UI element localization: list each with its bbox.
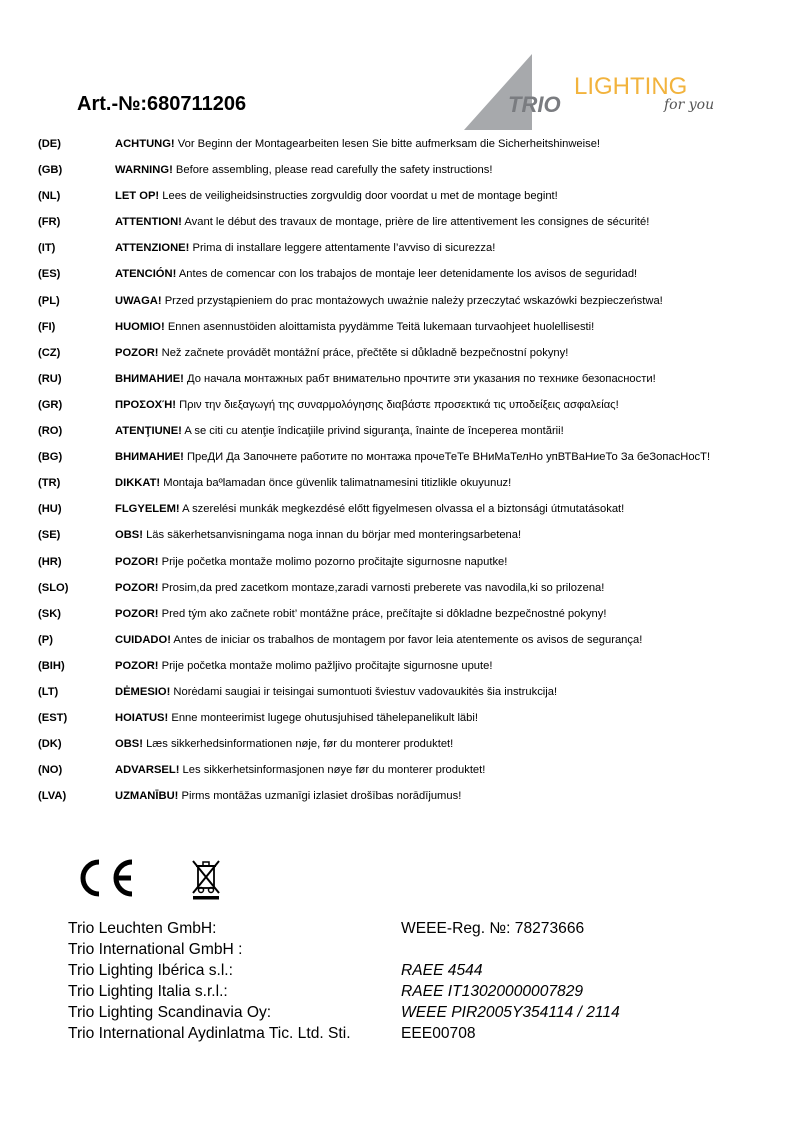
- warning-body: Antes de comencar con los trabajos de montaje leer detenidamente los avisos de seguridad!: [176, 268, 638, 281]
- language-code: (SLO): [38, 581, 69, 594]
- company-name: Trio Leuchten GmbH:: [68, 920, 217, 937]
- warning-body: A szerelési munkák megkezdésé előtt figyelmesen olvassa el a biztonsági útmutatásokat!: [179, 503, 625, 516]
- warning-text: [115, 397, 619, 413]
- warning-body: Avant le début des travaux de montage, prière de lire attentivement les consignes de sécurité!: [181, 216, 650, 229]
- warning-text: [115, 136, 600, 152]
- language-code: (RO): [38, 425, 63, 438]
- language-code: (HR): [38, 555, 62, 568]
- warning-heading: ATENŢIUNE!: [115, 425, 182, 438]
- company-name: Trio Lighting Italia s.r.l.:: [68, 983, 228, 1000]
- logo-product-word: LIGHTING: [574, 73, 688, 100]
- article-number: Art.-№:680711206: [77, 93, 247, 115]
- company-row: [68, 941, 768, 962]
- warning-heading: DĖMESIO!: [115, 685, 171, 698]
- warning-row: [38, 787, 778, 813]
- warning-heading: FLGYELEM!: [115, 503, 180, 516]
- warning-row: [38, 526, 778, 552]
- warning-text: [115, 345, 568, 361]
- warning-body: Prosim,da pred zacetkom montaze,zaradi varnosti preberete vas navodila,ki so prilozena!: [158, 581, 605, 594]
- language-code: (FR): [38, 216, 61, 229]
- warning-body: Pred tým ako začnete robit’ montážne práce, prečítajte si dôkladne bezpečnostné pokyny!: [158, 607, 607, 620]
- warning-heading: HUOMIO!: [115, 320, 165, 333]
- company-name: Trio International GmbH :: [68, 941, 243, 958]
- warning-row: [38, 553, 778, 579]
- warning-heading: POZOR!: [115, 607, 159, 620]
- warning-heading: DIKKAT!: [115, 477, 161, 490]
- warning-body: Läs säkerhetsanvisningama noga innan du börjar med monteringsarbetena!: [142, 529, 522, 542]
- language-code: (DK): [38, 738, 62, 751]
- language-code: (EST): [38, 712, 68, 725]
- registration-number: RAEE 4544: [401, 962, 483, 979]
- warning-row: [38, 579, 778, 605]
- warning-heading: ACHTUNG!: [115, 138, 175, 150]
- warning-heading: POZOR!: [115, 555, 159, 568]
- warning-row: [38, 318, 778, 344]
- warning-body: Les sikkerhetsinformasjonen nøye før du monterer produktet!: [179, 764, 486, 777]
- warning-heading: ADVARSEL!: [115, 764, 180, 777]
- language-code: (P): [38, 633, 53, 646]
- trio-lighting-logo: [464, 54, 724, 134]
- warning-text: [115, 710, 478, 726]
- warning-text: [115, 658, 492, 674]
- warning-text: [115, 293, 663, 309]
- warning-row: [38, 448, 778, 474]
- warning-row: [38, 631, 778, 657]
- language-code: (PL): [38, 294, 60, 307]
- warning-heading: POZOR!: [115, 346, 159, 359]
- certification-marks: [77, 856, 277, 906]
- warning-text: [115, 266, 637, 282]
- warning-row: [38, 657, 778, 683]
- warning-body: До начала монтажных рабт внимательно прочтите эти указания по технике безопасности!: [183, 372, 656, 385]
- warning-text: [115, 632, 642, 648]
- warning-row: [38, 292, 778, 318]
- warning-heading: OBS!: [115, 738, 143, 751]
- crossed-out-wheelie-bin-icon: [190, 858, 222, 900]
- language-code: (BG): [38, 451, 63, 464]
- registration-number: EEE00708: [401, 1025, 476, 1042]
- language-code: (FI): [38, 320, 56, 333]
- warning-text: [115, 319, 594, 335]
- warning-row: [38, 265, 778, 291]
- warning-body: ПреДИ Да Започнете работите по монтажа прочеТеТе ВНиМаТелНо упВТВаНиеТо За беЗопасНосТ!: [183, 451, 711, 464]
- warning-body: Norėdami saugiai ir teisingai sumontuoti šviestuv vadovaukitės šia instrukcija!: [170, 685, 558, 698]
- company-row: [68, 1025, 768, 1046]
- warning-row: [38, 761, 778, 787]
- warning-text: [115, 188, 558, 204]
- warning-row: [38, 474, 778, 500]
- warning-body: Læs sikkerhedsinformationen nøje, før du monterer produktet!: [142, 738, 454, 751]
- company-row: [68, 962, 768, 983]
- warning-body: Antes de iniciar os trabalhos de montagem por favor leia atentemente os avisos de segurança!: [170, 633, 643, 646]
- language-code: (GB): [38, 164, 63, 177]
- warning-heading: UWAGA!: [115, 294, 162, 307]
- warning-text: [115, 371, 656, 387]
- registration-number: WEEE-Reg. №: 78273666: [401, 920, 585, 937]
- warning-body: Než začnete provádět montážní práce, přečtěte si důkladně bezpečnostní pokyny!: [158, 346, 569, 359]
- warning-row: [38, 683, 778, 709]
- warning-body: Prije početka montaže molimo pažljivo pročitajte sigurnosne upute!: [158, 659, 493, 672]
- warning-text: [115, 240, 495, 256]
- language-code: (NL): [38, 190, 61, 203]
- warning-heading: POZOR!: [115, 581, 159, 594]
- warning-row: [38, 735, 778, 761]
- registration-number: WEEE PIR2005Y354114 / 2114: [401, 1004, 620, 1021]
- warning-body: Πριν την διεξαγωγή της συναρμολόγησης διαβάστε προσεκτικά τις υποδείξεις ασφαλείας!: [175, 398, 619, 411]
- company-registration-list: [68, 920, 768, 1046]
- warning-heading: POZOR!: [115, 659, 159, 672]
- language-code: (SE): [38, 529, 61, 542]
- warning-body: Prije početka montaže molimo pozorno pročitajte sigurnosne naputke!: [158, 555, 508, 568]
- warning-heading: ВНИМАНИЕ!: [115, 372, 184, 385]
- warning-text: [115, 501, 624, 517]
- warning-text: [115, 214, 649, 230]
- warning-body: Before assembling, please read carefully the safety instructions!: [172, 164, 493, 177]
- company-name: Trio Lighting Scandinavia Oy:: [68, 1004, 272, 1021]
- warning-body: Prima di installare leggere attentamente l’avviso di sicurezza!: [189, 242, 496, 255]
- language-code: (CZ): [38, 346, 61, 359]
- warning-heading: WARNING!: [115, 164, 173, 177]
- warning-heading: CUIDADO!: [115, 633, 171, 646]
- warning-body: A se citi cu atenţie îndicaţiile privind siguranţa, înainte de începerea montării!: [181, 425, 564, 438]
- language-code: (HU): [38, 503, 62, 516]
- warning-heading: ATTENTION!: [115, 216, 182, 229]
- language-code: (NO): [38, 764, 63, 777]
- warning-row: [38, 344, 778, 370]
- warning-row: [38, 213, 778, 239]
- warning-body: Vor Beginn der Montagearbeiten lesen Sie bitte aufmerksam die Sicherheitshinweise!: [174, 138, 601, 150]
- company-name: Trio Lighting Ibérica s.l.:: [68, 962, 233, 979]
- warning-body: Enne monteerimist lugege ohutusjuhised tähelepanelikult läbi!: [168, 712, 478, 725]
- warning-text: [115, 684, 557, 700]
- logo-tagline: for you: [664, 97, 715, 113]
- language-code: (LVA): [38, 790, 67, 803]
- warning-text: [115, 162, 492, 178]
- language-code: (GR): [38, 398, 63, 411]
- company-row: [68, 1004, 768, 1025]
- warning-row: [38, 605, 778, 631]
- warning-text: [115, 449, 710, 465]
- warning-text: [115, 788, 461, 804]
- warning-heading: OBS!: [115, 529, 143, 542]
- warning-row: [38, 396, 778, 422]
- warning-body: Lees de veiligheidsinstructies zorgvuldig door voordat u met de montage begint!: [159, 190, 558, 203]
- warning-body: Przed przystąpieniem do prac montażowych uważnie należy przeczytać wskazówki bezpieczeństwa!: [161, 294, 663, 307]
- warning-row: [38, 500, 778, 526]
- language-code: (LT): [38, 685, 59, 698]
- warning-text: [115, 527, 521, 543]
- warning-body: Ennen asennustöiden aloittamista pyydämme Teitä lukemaan turvaohjeet huolellisesti!: [164, 320, 595, 333]
- language-code: (SK): [38, 607, 61, 620]
- warning-heading: ВНИМАНИЕ!: [115, 451, 184, 464]
- company-row: [68, 920, 768, 941]
- warning-row: [38, 187, 778, 213]
- language-code: (BIH): [38, 659, 65, 672]
- warning-text: [115, 762, 485, 778]
- language-code: (ES): [38, 268, 61, 281]
- warning-row: [38, 709, 778, 735]
- warning-text: [115, 736, 453, 752]
- warning-row: [38, 422, 778, 448]
- warning-heading: ΠΡΟΣΟΧΉ!: [115, 398, 176, 411]
- warning-heading: ATENCIÓN!: [115, 268, 177, 281]
- company-row: [68, 983, 768, 1004]
- warning-text: [115, 580, 604, 596]
- language-code: (RU): [38, 372, 62, 385]
- warning-row: [38, 161, 778, 187]
- language-code: (DE): [38, 138, 61, 150]
- warning-body: Pirms montāžas uzmanīgi izlasiet drošības norādījumus!: [178, 790, 462, 803]
- language-code: (IT): [38, 242, 56, 255]
- warning-text: [115, 606, 606, 622]
- warning-text: [115, 554, 507, 570]
- warning-heading: HOIATUS!: [115, 712, 169, 725]
- warning-text: [115, 475, 511, 491]
- safety-warnings-list: [38, 135, 778, 813]
- logo-brand: TRIO: [508, 92, 561, 117]
- warning-heading: LET OP!: [115, 190, 160, 203]
- warning-heading: UZMANĪBU!: [115, 790, 179, 803]
- warning-body: Montaja baºlamadan önce güvenlik talimatnamesini titizlikle okuyunuz!: [160, 477, 512, 490]
- ce-mark-icon: [77, 856, 139, 900]
- warning-row: [38, 135, 778, 161]
- warning-row: [38, 239, 778, 265]
- company-name: Trio International Aydinlatma Tic. Ltd. Sti.: [68, 1025, 351, 1042]
- warning-row: [38, 370, 778, 396]
- language-code: (TR): [38, 477, 61, 490]
- warning-heading: ATTENZIONE!: [115, 242, 190, 255]
- registration-number: RAEE IT13020000007829: [401, 983, 584, 1000]
- warning-text: [115, 423, 564, 439]
